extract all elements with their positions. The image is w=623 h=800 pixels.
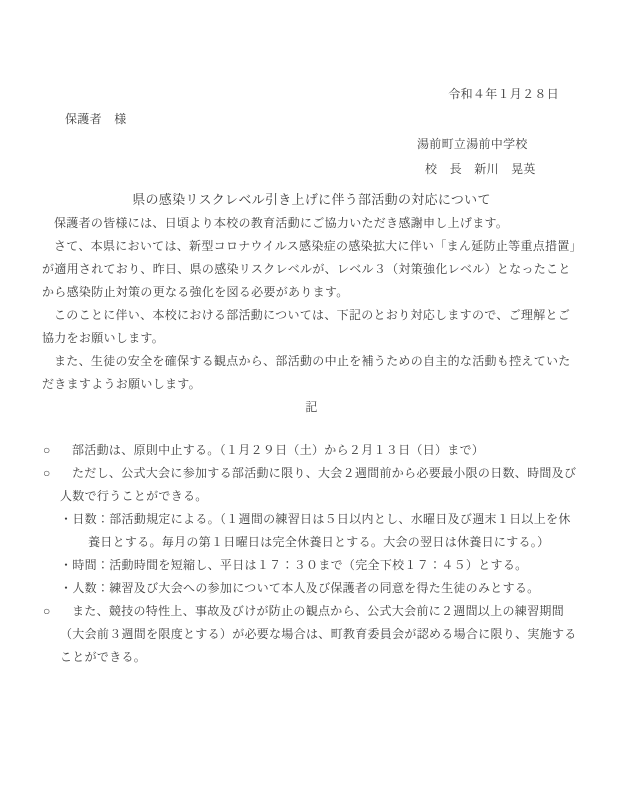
list-item-text: また、競技の特性上、事故及びけが防止の観点から、公式大会前に２週間以上の練習期間（大会前３週間を限度とする）が必要な場合は、町教育委員会が認める場合に限り、実施することができる。 bbox=[60, 604, 577, 664]
response-paragraph: このことに伴い、本校における部活動については、下記のとおり対応しますので、ご理解とご協力をお願いします。 bbox=[42, 308, 571, 345]
sub-list-item bbox=[60, 508, 581, 554]
dot-bullet: ・ bbox=[60, 512, 73, 526]
sub-item-text: 時間：活動時間を短縮し、平日は１７：３０まで（完全下校１７：４５）とする。 bbox=[72, 558, 528, 572]
activity-response-list bbox=[42, 439, 581, 669]
sender-block bbox=[42, 132, 581, 182]
list-item-text: ただし、公式大会に参加する部活動に限り、大会２週間前から必要最小限の日数、時間及び人数で行うことができる。 bbox=[60, 466, 577, 503]
circle-bullet: ○ bbox=[43, 604, 51, 618]
circle-bullet: ○ bbox=[43, 443, 51, 457]
list-item-text: 部活動は、原則中止する。（１月２９日（土）から２月１３日（日）まで） bbox=[72, 443, 485, 457]
list-item bbox=[43, 462, 581, 508]
sub-item-text: 日数：部活動規定による。（１週間の練習日は５日以内とし、水曜日及び週末１日以上を休養日とする。毎月の第１日曜日は完全休養日とする。大会の翌日は休養日にする。） bbox=[72, 512, 571, 549]
sub-list-item bbox=[60, 577, 581, 600]
school-name: 湯前町立湯前中学校 bbox=[417, 137, 528, 151]
greeting-paragraph: 保護者の皆様には、日頃より本校の教育活動にご協力いただき感謝申し上げます。 bbox=[54, 216, 509, 230]
background-paragraph: さて、本県においては、新型コロナウイルス感染症の感染拡大に伴い「まん延防止等重点措置」が適用されており、昨日、県の感染リスクレベルが、レベル３（対策強化レベル）となったことから感染防止対策の更なる強化を図る必要があります。 bbox=[42, 239, 576, 299]
dot-bullet: ・ bbox=[60, 581, 73, 595]
sub-item-text: 人数：練習及び大会への参加について本人及び保護者の同意を得た生徒のみとする。 bbox=[72, 581, 540, 595]
document-date: 令和４年１月２８日 bbox=[448, 87, 559, 101]
principal-name: 校 長 新川 晃英 bbox=[425, 162, 536, 176]
dot-bullet: ・ bbox=[60, 558, 73, 572]
document-title: 県の感染リスクレベル引き上げに伴う部活動の対応について bbox=[132, 192, 491, 207]
sub-list-item bbox=[60, 554, 581, 577]
addressee: 保護者 様 bbox=[65, 112, 127, 126]
list-item bbox=[43, 439, 581, 462]
list-item bbox=[43, 600, 581, 669]
circle-bullet: ○ bbox=[43, 466, 51, 480]
request-paragraph: また、生徒の安全を確保する観点から、部活動の中止を補うための自主的な活動も控えていただきますようお願いします。 bbox=[42, 354, 571, 391]
record-marker: 記 bbox=[305, 400, 318, 414]
